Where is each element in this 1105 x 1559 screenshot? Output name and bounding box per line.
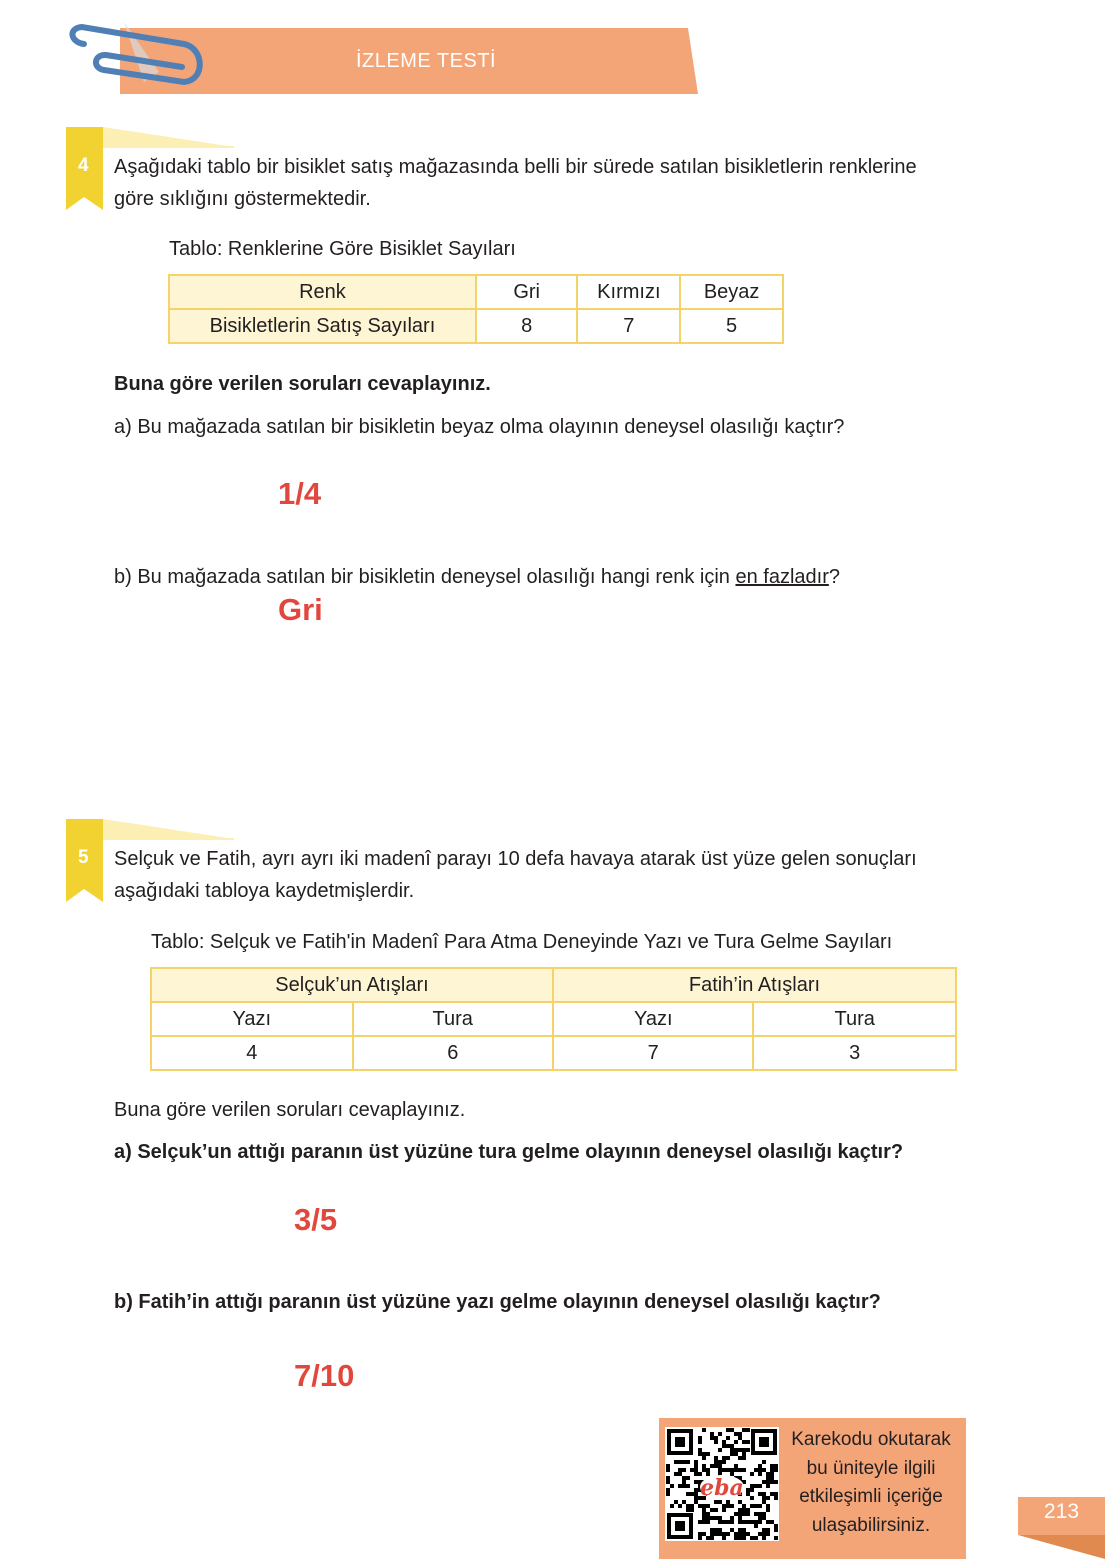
q5-table-caption: Tablo: Selçuk ve Fatih'in Madenî Para Atma Deneyinde Yazı ve Tura Gelme Sayıları xyxy=(151,931,893,953)
question-number: 4 xyxy=(78,155,89,176)
table-cell: Gri xyxy=(476,275,578,309)
q5-answer-a: 3/5 xyxy=(294,1202,338,1237)
qr-note-line: ulaşabilirsiniz. xyxy=(811,1514,931,1536)
table-cell: Bisikletlerin Satış Sayıları xyxy=(169,309,476,343)
table-row xyxy=(169,275,783,309)
table-cell: 7 xyxy=(577,309,680,343)
table-cell: Tura xyxy=(353,1002,554,1036)
paperclip-icon xyxy=(64,22,214,107)
table-cell: Kırmızı xyxy=(577,275,680,309)
question-number: 5 xyxy=(78,847,89,868)
qr-info-box xyxy=(659,1418,966,1559)
q4-text-line2: göre sıklığını göstermektedir. xyxy=(114,188,371,210)
table-cell: 4 xyxy=(151,1036,353,1070)
q4-question-b-end: ? xyxy=(828,566,840,588)
q4-question-b xyxy=(114,561,840,593)
table-cell: 8 xyxy=(476,309,578,343)
qr-note-line: bu üniteyle ilgili xyxy=(806,1457,936,1479)
table-cell: 3 xyxy=(753,1036,956,1070)
q4-question-a: a) Bu mağazada satılan bir bisikletin beyaz olma olayının deneysel olasılığı kaçtır? xyxy=(114,416,845,438)
q4-question-b-emphasis: en fazladır xyxy=(735,566,829,588)
table-cell: Renk xyxy=(169,275,476,309)
page-number: 213 xyxy=(1043,1500,1080,1523)
table-cell: Yazı xyxy=(553,1002,753,1036)
q5-answer-b: 7/10 xyxy=(294,1358,355,1393)
table-cell: 6 xyxy=(353,1036,554,1070)
q4-question-b-start: b) Bu mağazada satılan bir bisikletin deneysel olasılığı hangi renk için xyxy=(114,566,736,588)
table-cell: 5 xyxy=(680,309,783,343)
q5-table xyxy=(150,967,957,1071)
eba-logo: eba xyxy=(700,1475,744,1501)
q4-text-line1: Aşağıdaki tablo bir bisiklet satış mağazasında belli bir sürede satılan bisikletlerin renklerine xyxy=(114,156,917,178)
q5-question-a: a) Selçuk’un attığı paranın üst yüzüne tura gelme olayının deneysel olasılığı kaçtır? xyxy=(114,1141,904,1163)
q5-text-line2: aşağıdaki tabloya kaydetmişlerdir. xyxy=(114,880,415,902)
q5-text-line1: Selçuk ve Fatih, ayrı ayrı iki madenî parayı 10 defa havaya atarak üst yüze gelen sonuçları xyxy=(114,848,917,870)
table-cell: Yazı xyxy=(151,1002,353,1036)
page-title: İZLEME TESTİ xyxy=(356,50,497,72)
q4-table xyxy=(168,274,784,344)
table-cell: Fatih’in Atışları xyxy=(553,968,956,1002)
table-cell: Selçuk’un Atışları xyxy=(151,968,553,1002)
q4-answer-b: Gri xyxy=(278,592,323,627)
table-cell: Tura xyxy=(753,1002,956,1036)
table-row xyxy=(169,309,783,343)
table-row xyxy=(151,1002,956,1036)
q4-table-caption: Tablo: Renklerine Göre Bisiklet Sayıları xyxy=(169,238,516,260)
qr-code[interactable] xyxy=(665,1427,779,1541)
qr-note xyxy=(781,1426,961,1540)
qr-note-line: etkileşimli içeriğe xyxy=(799,1486,943,1507)
q5-question-b: b) Fatih’in attığı paranın üst yüzüne yazı gelme olayının deneysel olasılığı kaçtır? xyxy=(114,1291,881,1313)
table-row xyxy=(151,968,956,1002)
q4-answer-a: 1/4 xyxy=(278,476,322,511)
table-cell: 7 xyxy=(553,1036,753,1070)
q5-instruction: Buna göre verilen soruları cevaplayınız. xyxy=(114,1099,466,1121)
q4-instruction: Buna göre verilen soruları cevaplayınız. xyxy=(114,373,491,395)
table-cell: Beyaz xyxy=(680,275,783,309)
table-row xyxy=(151,1036,956,1070)
qr-note-line: Karekodu okutarak xyxy=(791,1429,951,1450)
